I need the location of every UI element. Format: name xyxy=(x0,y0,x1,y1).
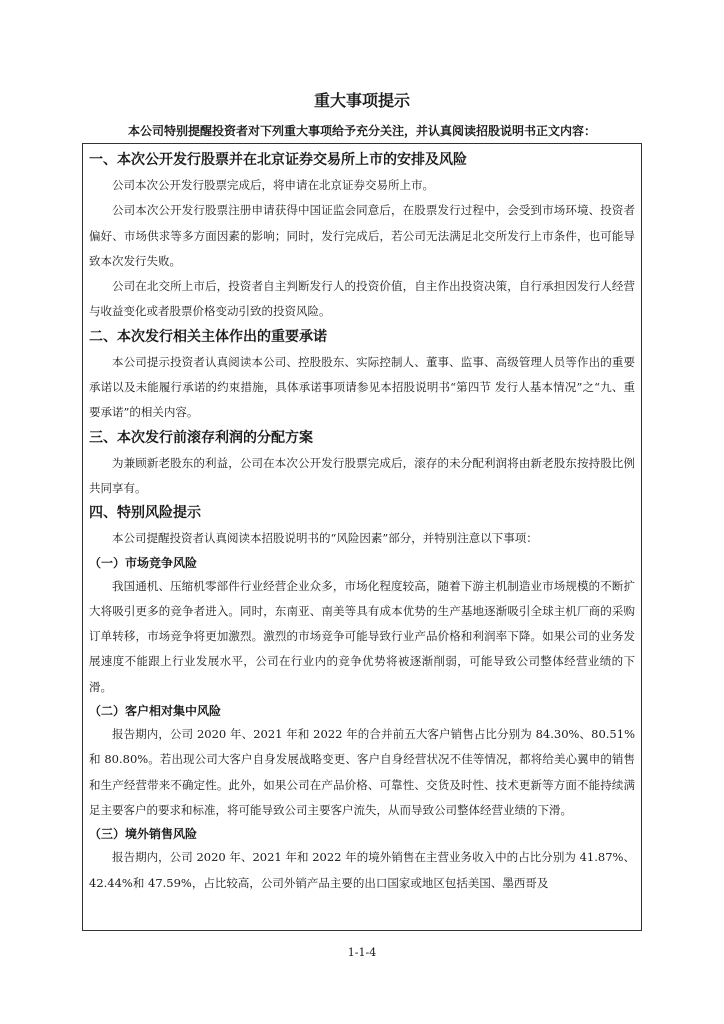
content-box xyxy=(82,143,642,931)
section-heading: 四、特别风险提示 xyxy=(89,505,201,522)
section-heading: 一、本次公开发行股票并在北京证券交易所上市的安排及风险 xyxy=(89,152,467,168)
section-heading: 三、本次发行前滚存利润的分配方案 xyxy=(89,429,313,446)
paragraph: 公司本次公开发行股票注册申请获得中国证监会同意后，在股票发行过程中，会受到市场环境、投资者偏好、市场供求等多方面因素的影响；同时，发行完成后，若公司无法满足北交所发行上市条件，也可能导致本次发行失败。 xyxy=(89,203,635,268)
paragraph: 为兼顾新老股东的利益，公司在本次公开发行股票完成后，滚存的未分配利润将由新老股东按持股比例共同享有。 xyxy=(89,455,635,495)
risk-heading: （一）市场竞争风险 xyxy=(89,555,198,570)
page-number: 1-1-4 xyxy=(347,946,377,959)
paragraph: 报告期内，公司 2020 年、2021 年和 2022 年的境外销售在主营业务收入中的占比分别为 41.87%、42.44%和 47.59%，占比较高，公司外销产品主要的出口国家或地区包括美国、墨西哥及 xyxy=(89,850,635,890)
paragraph: 我国通机、压缩机零部件行业经营企业众多，市场化程度较高，随着下游主机制造业市场规模的不断扩大将吸引更多的竞争者进入。同时，东南亚、南美等具有成本优势的生产基地逐渐吸引全球主机厂商的采购订单转移，市场竞争将更加激烈。激烈的市场竞争可能导致行业产品价格和利润率下降。如果公司的业务发展速度不能跟上行业发展水平，公司在行业内的竞争优势将被逐渐削弱，可能导致公司整体经营业绩的下滑。 xyxy=(89,578,635,694)
paragraph: 本公司提醒投资者认真阅读本招股说明书的“风险因素”部分，并特别注意以下事项： xyxy=(112,531,538,546)
paragraph: 公司本次公开发行股票完成后，将申请在北京证券交易所上市。 xyxy=(112,178,434,192)
intro-statement: 本公司特别提醒投资者对下列重大事项给予充分关注，并认真阅读招股说明书正文内容： xyxy=(127,124,596,138)
risk-heading: （二）客户相对集中风险 xyxy=(89,704,222,719)
paragraph: 本公司提示投资者认真阅读本公司、控股股东、实际控制人、董事、监事、高级管理人员等作出的重要承诺以及未能履行承诺的约束措施，具体承诺事项请参见本招股说明书“第四节 发行人基本情况”之“九、重要承诺”的相关内容。 xyxy=(89,354,635,420)
page-title: 重大事项提示 xyxy=(313,91,410,110)
paragraph: 公司在北交所上市后，投资者自主判断发行人的投资价值，自主作出投资决策，自行承担因发行人经营与收益变化或者股票价格变动引致的投资风险。 xyxy=(89,279,635,319)
risk-heading: （三）境外销售风险 xyxy=(89,827,198,842)
section-heading: 二、本次发行相关主体作出的重要承诺 xyxy=(89,328,327,345)
paragraph: 报告期内，公司 2020 年、2021 年和 2022 年的合并前五大客户销售占比分别为 84.30%、80.51%和 80.80%。若出现公司大客户自身发展战略变更、客户自身经营状况不佳等情况，都将给美心翼申的销售和生产经营带来不确定性。此外，如果公司在产品价格、可靠性、交货及时性、技术更新等方面不能持续满足主要客户的要求和标准，将可能导致公司主要客户流失，从而导致公司整体经营业绩的下滑。 xyxy=(89,727,635,817)
